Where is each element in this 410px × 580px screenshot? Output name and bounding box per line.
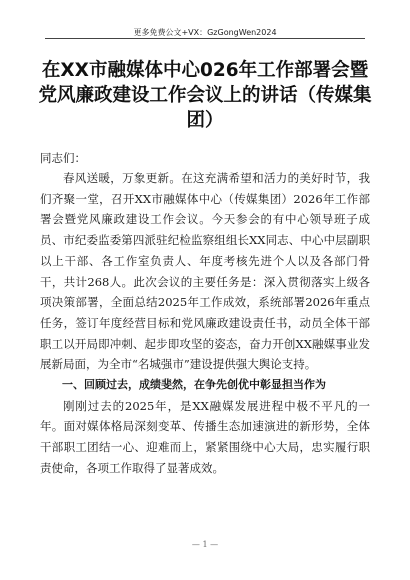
section-heading: 一、回顾过去，成绩斐然，在争先创优中彰显担当作为: [62, 378, 326, 392]
salutation: 同志们：: [40, 151, 86, 165]
document-body: [40, 168, 370, 479]
paragraph: 刚刚过去的2025年，是XX融媒发展进程中极不平凡的一年。面对媒体格局深刻变革、传播生态加速演进的新形势，全体干部职工团结一心、迎难而上，紧紧围绕中心大局，忠实履行职责使命，各项工作取得了显著成效。: [40, 398, 370, 475]
page-number: — 1 —: [191, 540, 219, 549]
document-title: 在XX市融媒体中心026年工作部署会暨党风廉政建设工作会议上的讲话（传媒集团）: [38, 60, 372, 131]
header-divider: [45, 38, 365, 39]
header-text: 更多免费公文+VX：GzGongWen2024: [133, 28, 277, 37]
paragraph: 春风送暖，万象更新。在这充满希望和活力的美好时节，我们齐聚一堂，召开XX市融媒体中心（传媒集团）2026年工作部署会暨党风廉政建设工作会议。今天参会的有中心领导班子成员、市纪委监委第四派驻纪检监察组组长XX同志、中心中层副职以上干部、各工作室负责人、年度考核先进个人以及各部门骨干，共计268人。此次会议的主要任务是：深入贯彻落实上级各项决策部署，全面总结2025年工作成效，系统部署2026年重点任务，签订年度经营目标和党风廉政建设责任书，动员全体干部职工以开局即冲刺、起步即攻坚的姿态，奋力开创XX融媒事业发展新局面，为全市“名城强市”建设提供强大舆论支持。: [40, 171, 370, 372]
page-header: [0, 0, 410, 40]
